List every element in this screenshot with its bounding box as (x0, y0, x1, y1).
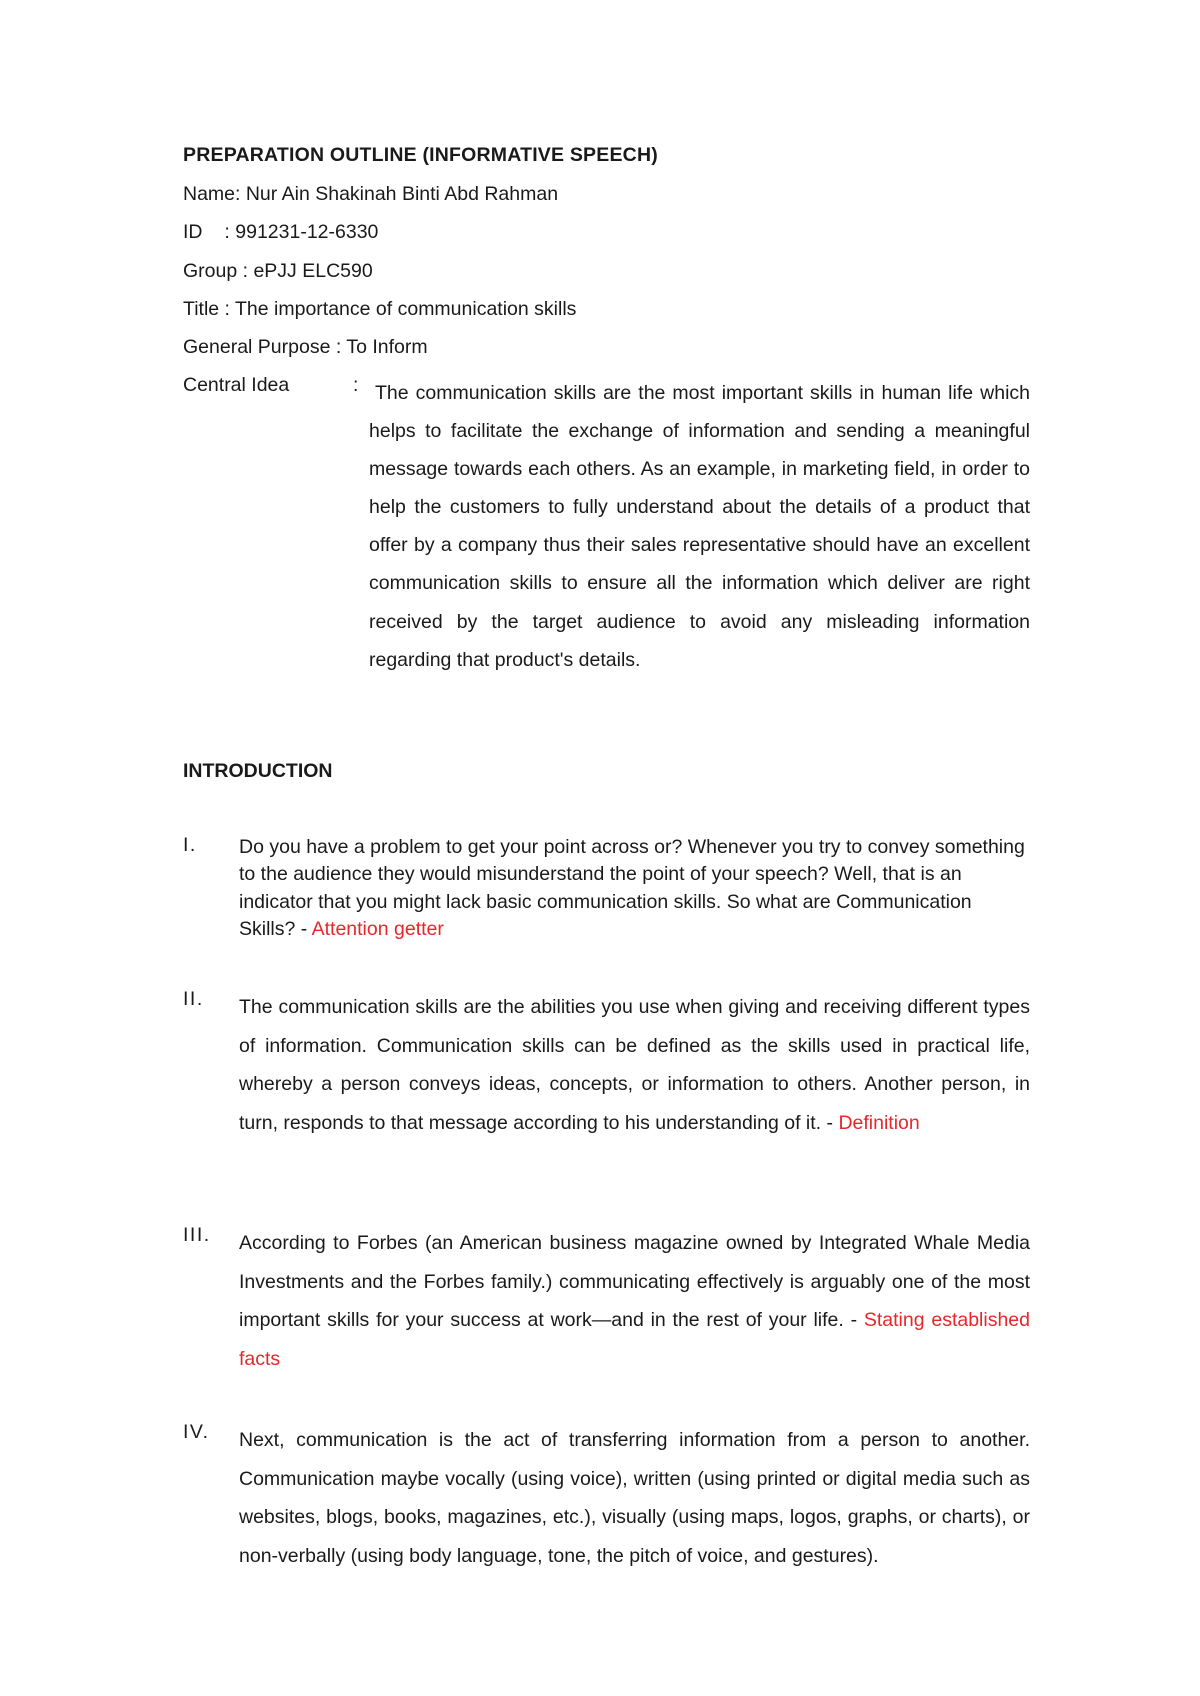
outline-numeral: I. (183, 834, 197, 856)
central-idea-text (369, 374, 1030, 679)
id-label: ID (183, 221, 203, 243)
outline-text (239, 1224, 1030, 1378)
id-line (183, 221, 378, 244)
outline-text (239, 834, 1030, 943)
document-title: PREPARATION OUTLINE (INFORMATIVE SPEECH) (183, 144, 658, 166)
outline-numeral: III. (183, 1224, 211, 1246)
central-idea-label: Central Idea (183, 374, 290, 396)
outline-body: The communication skills are the abilities you use when giving and receiving different types of information. Communication skills can be defined as the skills used in practical life, whereby a person conveys ideas, concepts, or information to others. Another person, in turn, responds to that message according to his understanding of it. - (239, 996, 1030, 1134)
outline-annotation: Stating established facts (239, 1309, 1030, 1370)
outline-numeral: IV. (183, 1421, 210, 1443)
general-purpose-line: General Purpose : To Inform (183, 336, 428, 358)
outline-body: According to Forbes (an American business magazine owned by Integrated Whale Media Investments and the Forbes family.) communicating effectively is arguably one of the most important skills for your success at work—and in the rest of your life. - (239, 1232, 1030, 1331)
outline-numeral: II. (183, 988, 204, 1010)
outline-item-1 (183, 834, 1030, 944)
speech-title-line: Title : The importance of communication skills (183, 298, 577, 320)
outline-item-2 (183, 988, 1030, 1183)
outline-text (239, 1421, 1030, 1575)
central-idea-body: The communication skills are the most important skills in human life which helps to facilitate the exchange of information and sending a meaningful message towards each others. As an example, in marketing field, in order to help the customers to fully understand about the details of a product that offer by a company thus their sales representative should have an excellent communication skills to ensure all the information which deliver are right received by the target audience to avoid any misleading information regarding that product's details. (369, 382, 1030, 671)
outline-annotation: Definition (838, 1111, 920, 1134)
outline-text (239, 988, 1030, 1142)
outline-body: Do you have a problem to get your point across or? Whenever you try to convey something to the audience they would misunderstand the point of your speech? Well, that is an indicator that you might lack basic communication skills. So what are Communication Skills? - (239, 836, 1025, 940)
outline-body: Next, communication is the act of transferring information from a person to another. Communication maybe vocally (using voice), written (using printed or digital media such as websites, blogs, books, magazines, etc.), visually (using maps, logos, graphs, or charts), or non-verbally (using body language, tone, the pitch of voice, and gestures). (239, 1429, 1030, 1567)
name-line: Name: Nur Ain Shakinah Binti Abd Rahman (183, 183, 559, 205)
group-line: Group : ePJJ ELC590 (183, 260, 373, 282)
outline-item-3 (183, 1224, 1030, 1384)
outline-annotation: Attention getter (311, 917, 444, 940)
id-value: : 991231-12-6330 (224, 221, 379, 243)
introduction-heading: INTRODUCTION (183, 760, 333, 782)
central-idea-colon: : (353, 374, 359, 396)
outline-item-4 (183, 1421, 1030, 1616)
